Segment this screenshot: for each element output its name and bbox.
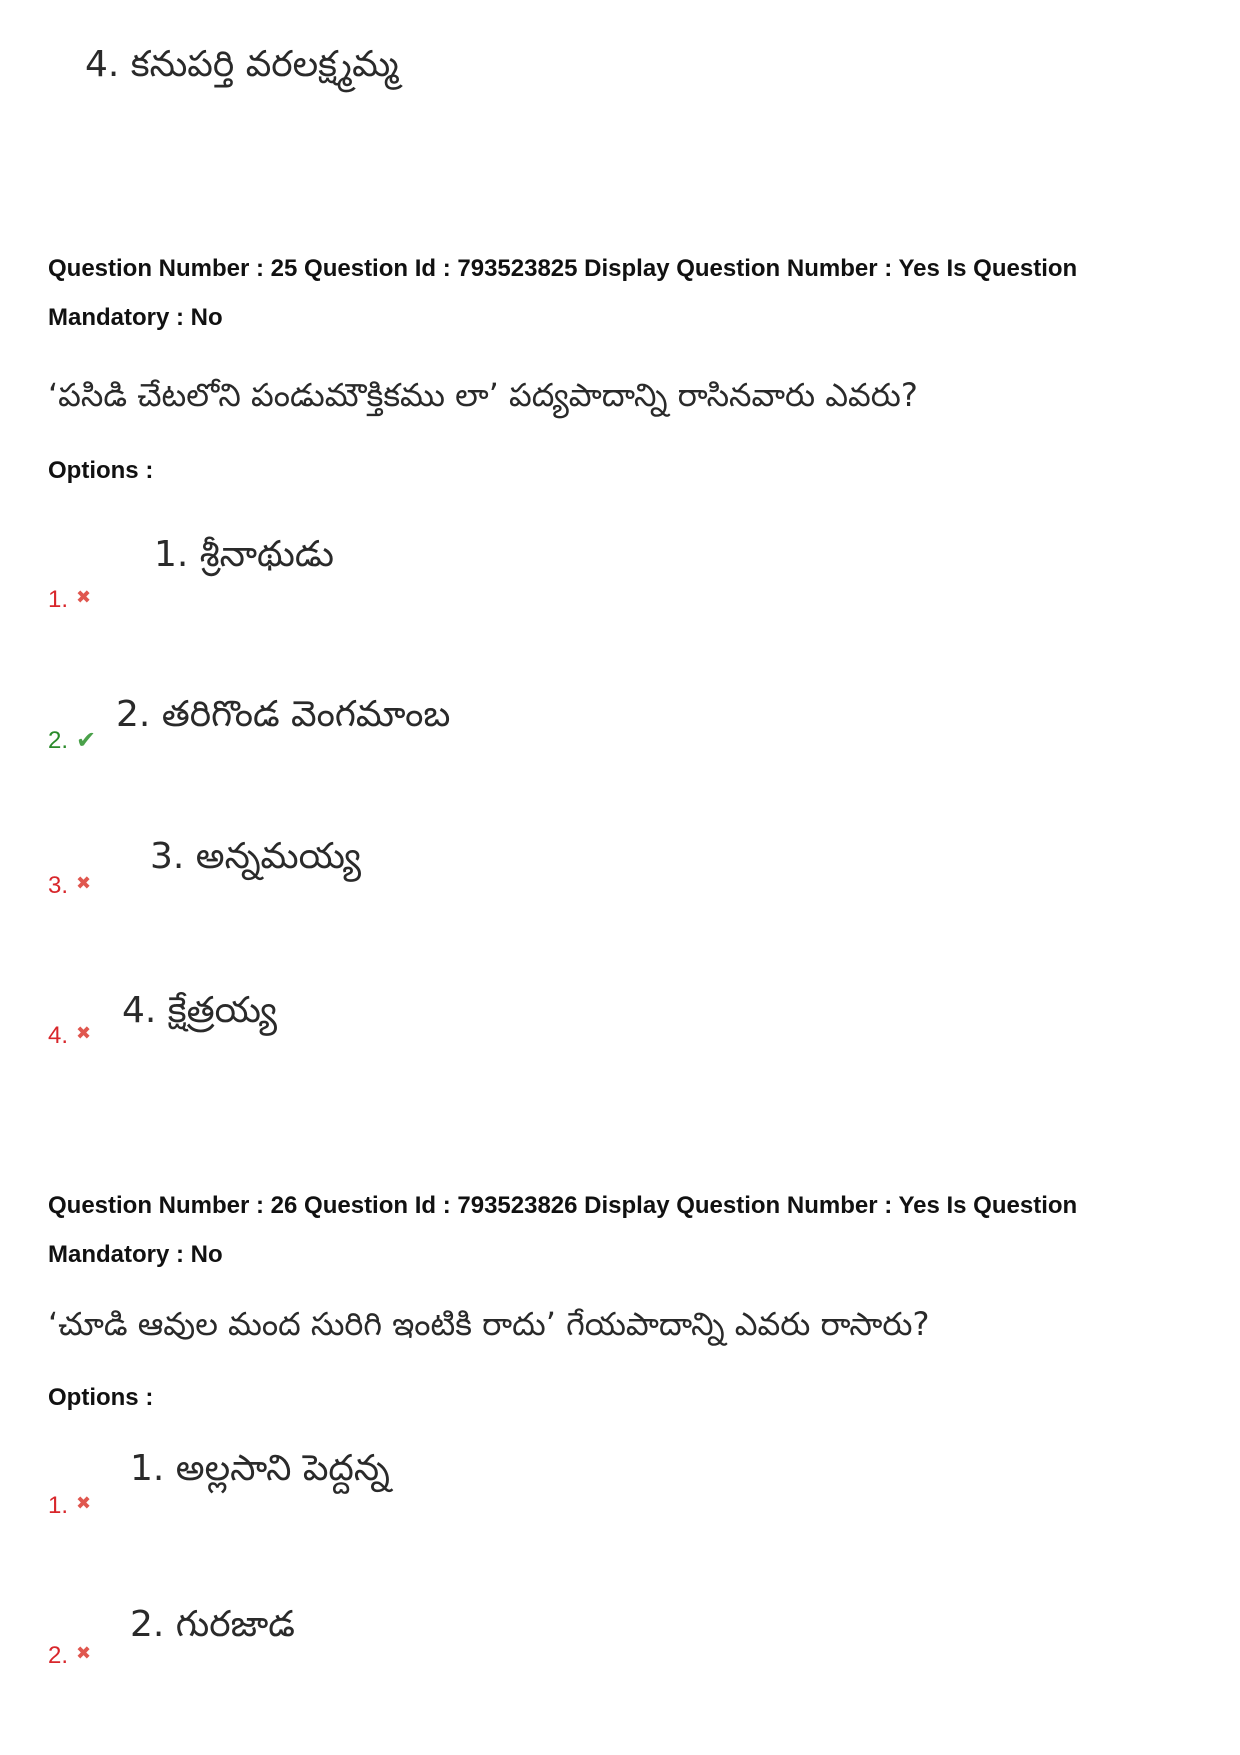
question-26-text: ‘చూడి ఆవుల మంద సురిగి ఇంటికి రాదు’ గేయపాదాన్ని ఎవరు రాసారు? <box>48 1305 930 1343</box>
option-text: 1. శ్రీనాథుడు <box>154 534 334 575</box>
cross-icon: ✖ <box>76 587 92 607</box>
option-number: 4. <box>48 1022 69 1049</box>
option-number: 2. <box>48 727 69 754</box>
cross-icon: ✖ <box>76 1643 92 1663</box>
question-25-meta: Question Number : 25 Question Id : 793523825 Display Question Number : Yes Is Question <box>48 255 1078 282</box>
option-row <box>48 586 91 614</box>
option-row <box>48 1642 91 1670</box>
question-26-mandatory: Mandatory : No <box>48 1241 223 1268</box>
option-row <box>48 726 96 755</box>
option-row <box>48 1022 91 1050</box>
previous-option-4: 4. కనుపర్తి వరలక్ష్మమ్మ <box>85 44 399 85</box>
option-row <box>48 872 91 900</box>
question-26-meta: Question Number : 26 Question Id : 793523826 Display Question Number : Yes Is Question <box>48 1192 1078 1219</box>
option-text: 1. అల్లసాని పెద్దన్న <box>130 1448 390 1489</box>
check-icon: ✔ <box>76 727 97 754</box>
cross-icon: ✖ <box>76 1023 92 1043</box>
question-25-mandatory: Mandatory : No <box>48 304 223 331</box>
question-26-options-label: Options : <box>48 1384 154 1411</box>
question-25-options-label: Options : <box>48 457 154 484</box>
option-text: 4. క్షేత్రయ్య <box>122 990 277 1031</box>
option-number: 3. <box>48 872 69 899</box>
option-text: 3. అన్నమయ్య <box>150 836 362 877</box>
option-text: 2. తరిగొండ వెంగమాంబ <box>116 694 451 735</box>
cross-icon: ✖ <box>76 1493 92 1513</box>
cross-icon: ✖ <box>76 873 92 893</box>
question-25-text: ‘పసిడి చేటలోని పండుమౌక్తికము లా’ పద్యపాదాన్ని రాసినవారు ఎవరు? <box>48 376 918 414</box>
option-text: 2. గురజాడ <box>130 1604 295 1645</box>
option-number: 1. <box>48 1492 69 1519</box>
option-number: 2. <box>48 1642 69 1669</box>
option-row <box>48 1492 91 1520</box>
option-number: 1. <box>48 586 69 613</box>
